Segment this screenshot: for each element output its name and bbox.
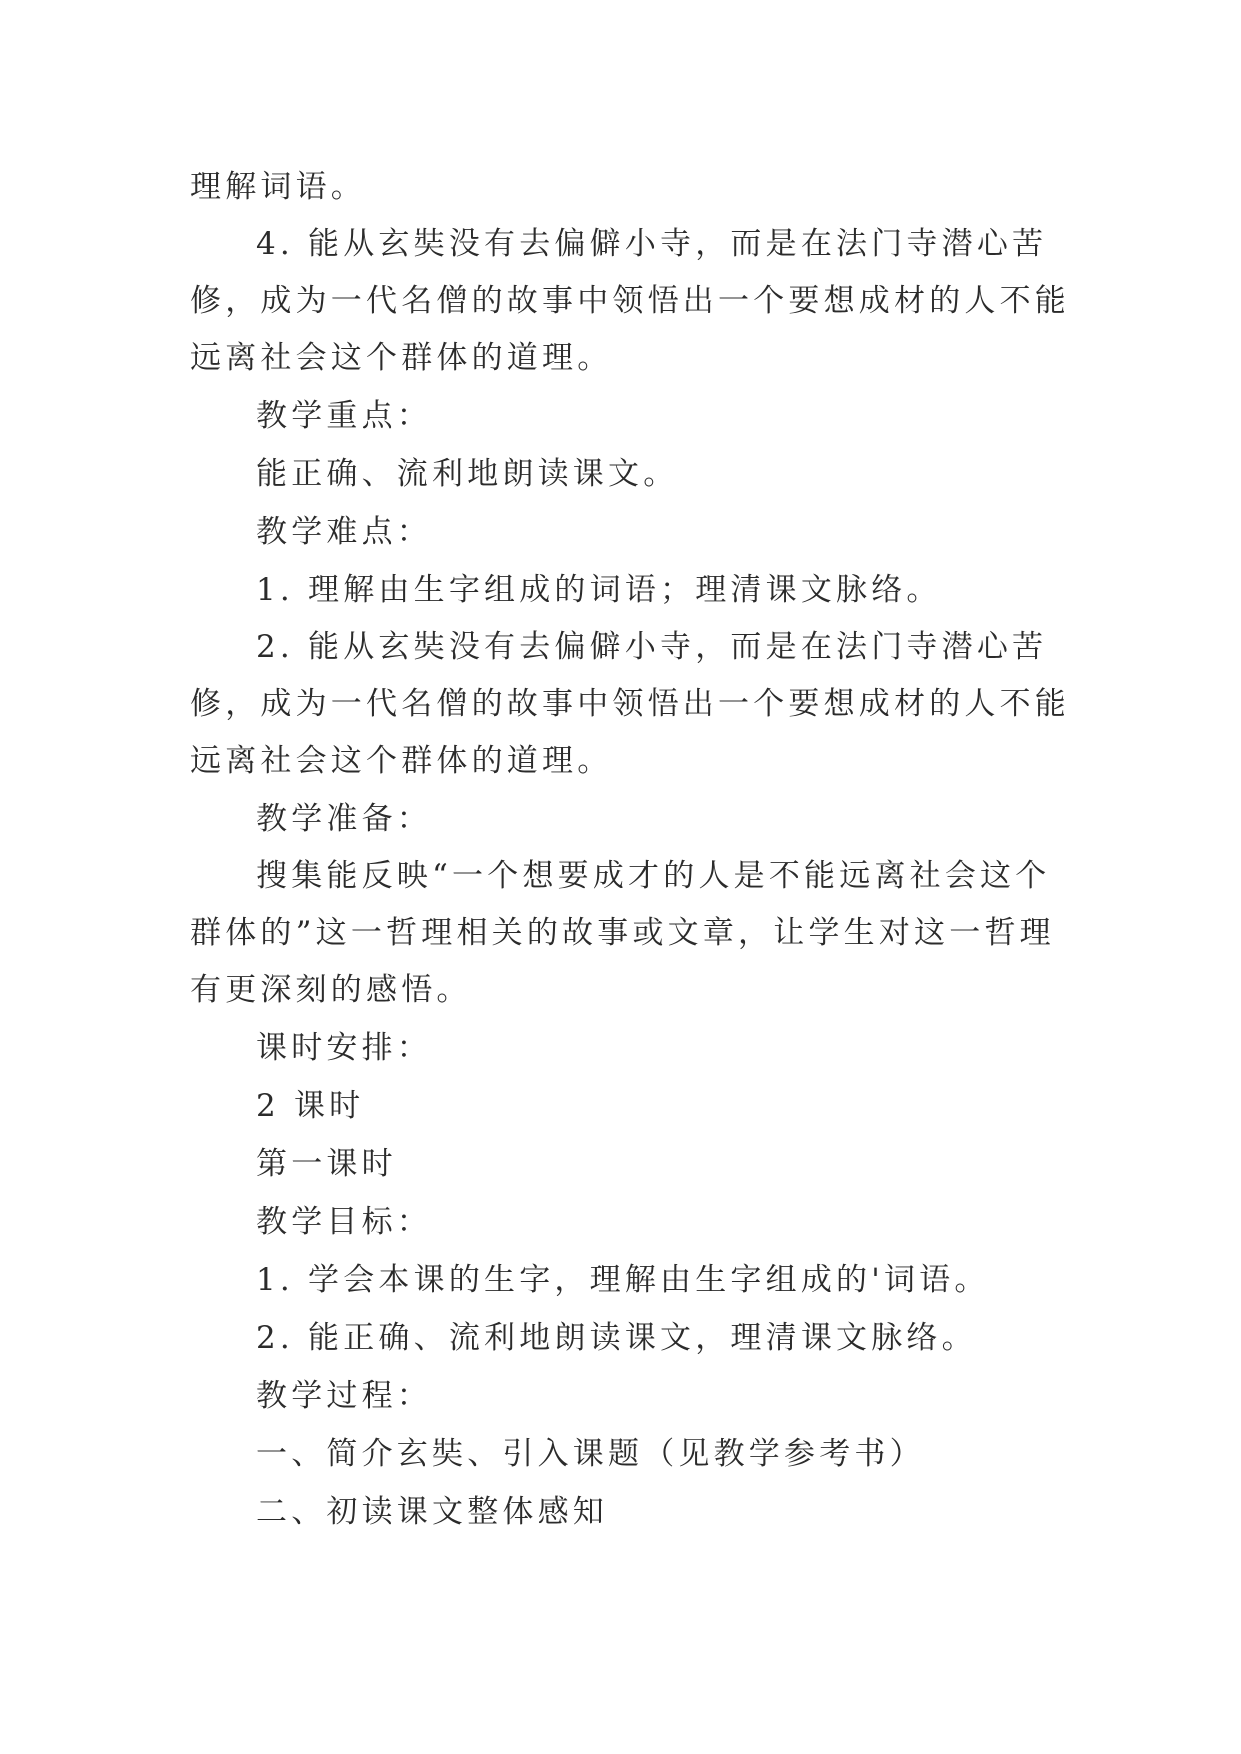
difficulty-item-1: 1. 理解由生字组成的词语；理清课文脉络。 <box>256 572 942 608</box>
process-step-2: 二、初读课文整体感知 <box>256 1494 608 1530</box>
objective-item-1: 1. 学会本课的生字，理解由生字组成的'词语。 <box>256 1262 990 1298</box>
preparation-text: 搜集能反映“一个想要成才的人是不能远离社会这个群体的”这一哲理相关的故事或文章，让学生对这一哲理有更深刻的感悟。 <box>190 858 1055 1008</box>
difficulty-item-2: 2. 能从玄奘没有去偏僻小寺，而是在法门寺潜心苦修，成为一代名僧的故事中领悟出一个要想成材的人不能远离社会这个群体的道理。 <box>190 629 1070 779</box>
schedule-text: 2 课时 <box>256 1088 365 1124</box>
objective-4-paragraph: 4. 能从玄奘没有去偏僻小寺，而是在法门寺潜心苦修，成为一代名僧的故事中领悟出一个要想成材的人不能远离社会这个群体的道理。 <box>190 226 1070 376</box>
process-step-1: 一、简介玄奘、引入课题（见教学参考书） <box>256 1436 925 1472</box>
heading-teaching-objectives: 教学目标： <box>256 1204 432 1240</box>
teaching-focus-text: 能正确、流利地朗读课文。 <box>256 456 679 492</box>
heading-teaching-preparation: 教学准备： <box>256 801 432 837</box>
heading-first-lesson: 第一课时 <box>256 1146 397 1182</box>
heading-teaching-process: 教学过程： <box>256 1378 432 1414</box>
heading-teaching-focus: 教学重点： <box>256 398 432 434</box>
heading-teaching-difficulty: 教学难点： <box>256 514 432 550</box>
heading-schedule: 课时安排： <box>256 1030 432 1066</box>
paragraph-continuation: 理解词语。 <box>190 169 366 205</box>
objective-item-2: 2. 能正确、流利地朗读课文，理清课文脉络。 <box>256 1320 977 1356</box>
document-body <box>190 158 1070 1541</box>
